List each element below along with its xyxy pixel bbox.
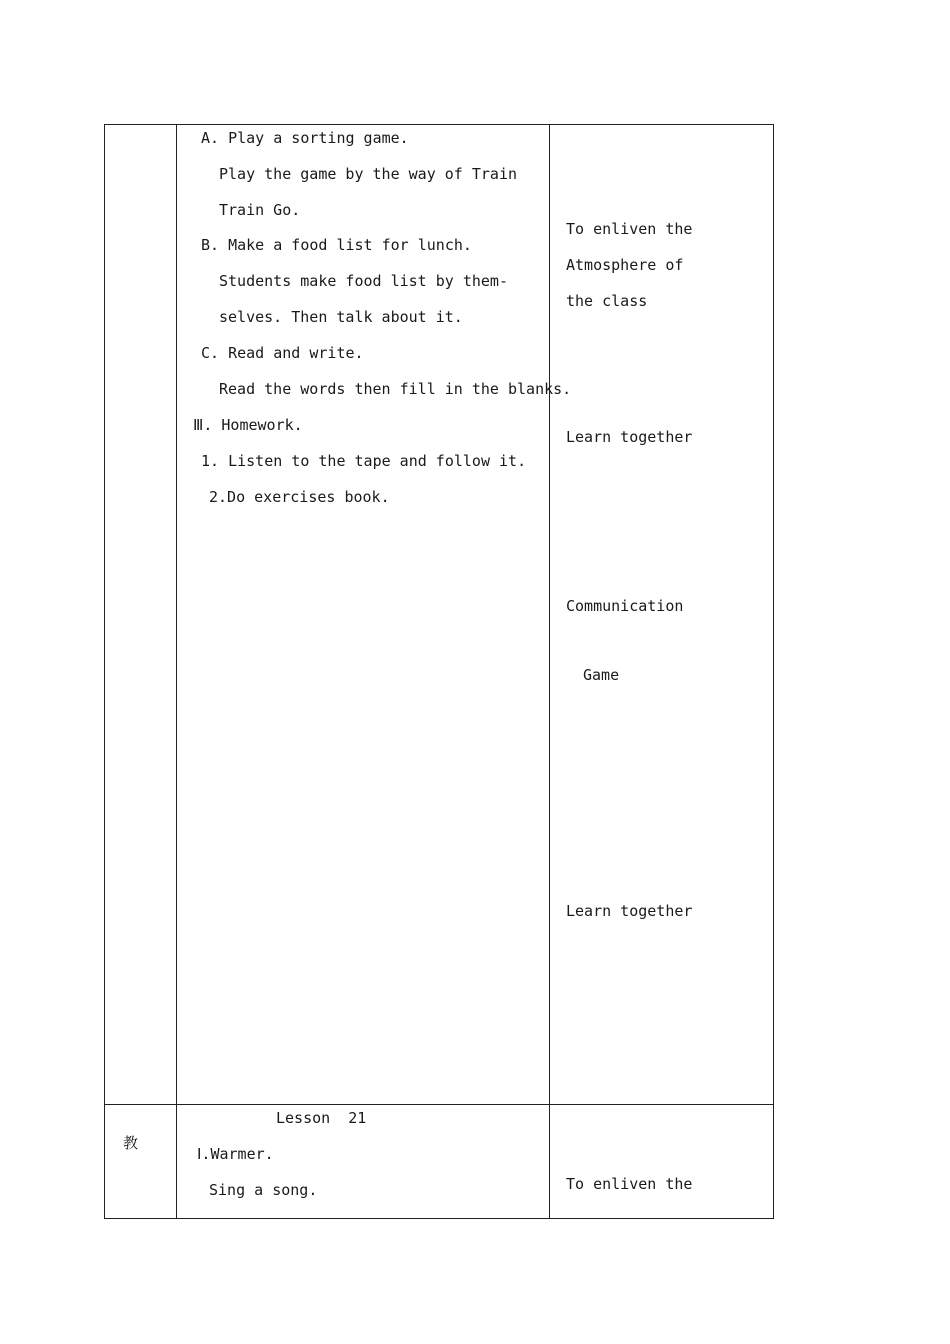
purpose-line: Communication — [566, 597, 684, 615]
purpose-line: To enliven the — [566, 1175, 693, 1193]
activity-line: Train Go. — [219, 201, 301, 219]
activity-line: B. Make a food list for lunch. — [201, 236, 472, 254]
activity-line: Read the words then fill in the blanks. — [219, 380, 572, 398]
activity-line: C. Read and write. — [201, 344, 364, 362]
table-right-border — [773, 124, 774, 1219]
activity-line: selves. Then talk about it. — [219, 308, 463, 326]
activity-line: Sing a song. — [209, 1181, 318, 1199]
purpose-line: Game — [583, 666, 620, 684]
column-divider-2 — [549, 124, 550, 1219]
activity-line: Play the game by the way of Train — [219, 165, 518, 183]
lesson-title: Lesson 21 — [276, 1109, 367, 1127]
table-top-border — [104, 124, 774, 125]
activity-line: 1. Listen to the tape and follow it. — [201, 452, 527, 470]
activity-line: Students make food list by them- — [219, 272, 508, 290]
purpose-line: the class — [566, 292, 648, 310]
activity-line: A. Play a sorting game. — [201, 129, 409, 147]
activity-line: Ⅲ. Homework. — [193, 416, 303, 434]
activity-line: 2.Do exercises book. — [209, 488, 390, 506]
purpose-line: Learn together — [566, 902, 693, 920]
row-divider — [104, 1104, 774, 1105]
purpose-line: Atmosphere of — [566, 256, 684, 274]
purpose-line: To enliven the — [566, 220, 693, 238]
table-bottom-border — [104, 1218, 774, 1219]
column-divider-1 — [176, 124, 177, 1219]
section-label: 教 — [123, 1134, 139, 1152]
purpose-line: Learn together — [566, 428, 693, 446]
activity-line: Ⅰ.Warmer. — [197, 1145, 274, 1163]
table-left-border — [104, 124, 105, 1219]
